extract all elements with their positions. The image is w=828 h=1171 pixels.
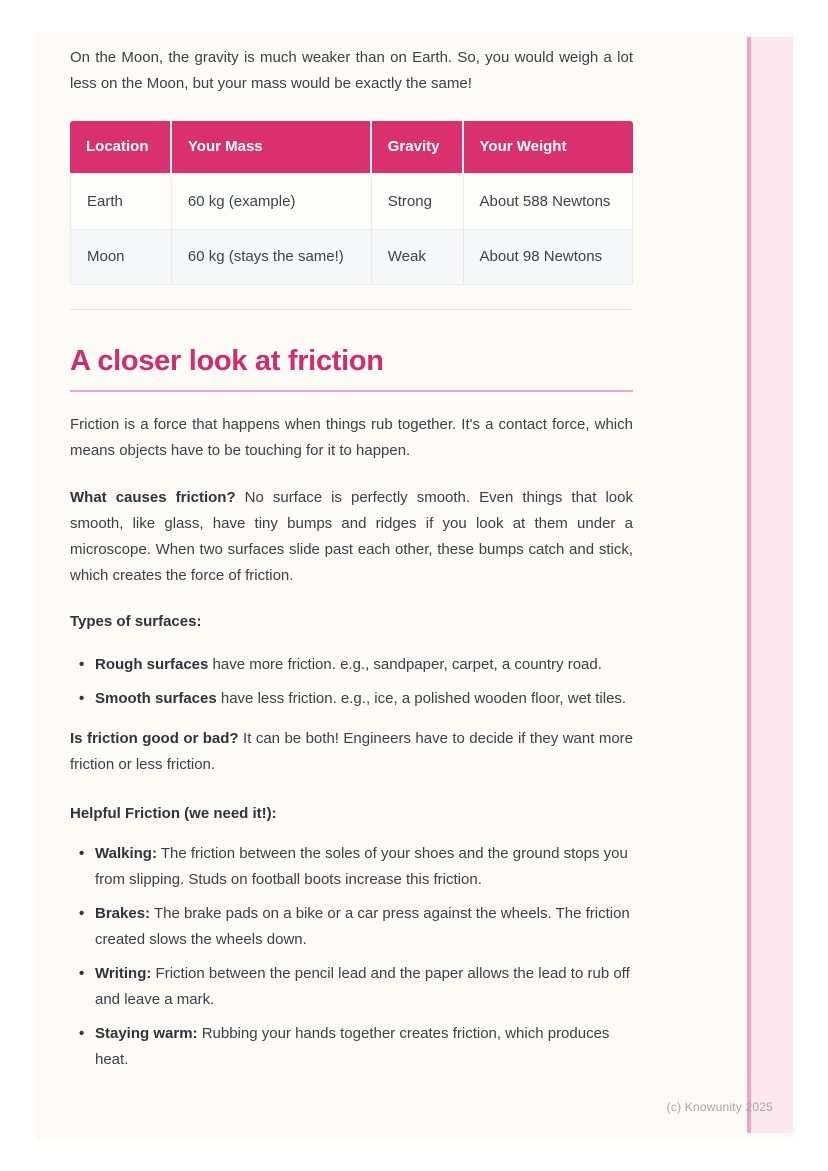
brakes-lead: Brakes: bbox=[95, 905, 151, 922]
writing-text: Friction between the pencil lead and the paper allows the lead to rub off and leave a mark. bbox=[95, 965, 630, 1008]
helpful-friction-list bbox=[70, 841, 633, 1073]
section-divider bbox=[70, 309, 633, 310]
walking-text: The friction between the soles of your shoes and the ground stops you from slipping. Studs on football boots increase this friction. bbox=[95, 845, 628, 888]
causes-lead: What causes friction? bbox=[70, 489, 236, 506]
brakes-text: The brake pads on a bike or a car press against the wheels. The friction created slows the wheels down. bbox=[95, 905, 630, 948]
surface-types-list bbox=[70, 652, 633, 712]
friction-intro-paragraph: Friction is a force that happens when things rub together. It's a contact force, which means objects have to be touching for it to happen. bbox=[70, 416, 633, 459]
list-item-brakes bbox=[70, 901, 633, 953]
section-heading: A closer look at friction bbox=[70, 343, 633, 392]
header-cell-location: Location bbox=[70, 121, 172, 175]
cell-earth-location: Earth bbox=[70, 175, 172, 230]
cell-moon-mass: 60 kg (stays the same!) bbox=[172, 230, 372, 285]
header-cell-mass: Your Mass bbox=[172, 121, 372, 175]
rough-text: have more friction. e.g., sandpaper, carpet, a country road. bbox=[208, 656, 602, 673]
header-cell-weight: Your Weight bbox=[464, 121, 633, 175]
cell-moon-weight: About 98 Newtons bbox=[464, 230, 633, 285]
cell-earth-gravity: Strong bbox=[372, 175, 464, 230]
table-header-row bbox=[70, 121, 633, 175]
helpful-heading: Helpful Friction (we need it!): bbox=[70, 805, 277, 822]
page-edge-stripe bbox=[747, 37, 793, 1133]
list-item-walking bbox=[70, 841, 633, 893]
good-or-bad-paragraph bbox=[70, 726, 633, 778]
document-page-card bbox=[36, 32, 793, 1139]
intro-paragraph: On the Moon, the gravity is much weaker than on Earth. So, you would weigh a lot less on the Moon, but your mass would be exactly the same! bbox=[70, 49, 633, 92]
causes-paragraph bbox=[70, 485, 633, 589]
list-item-writing bbox=[70, 961, 633, 1013]
list-item-rough bbox=[70, 652, 633, 678]
types-heading: Types of surfaces: bbox=[70, 613, 202, 630]
list-item-staying-warm bbox=[70, 1021, 633, 1073]
table-row-earth bbox=[70, 175, 633, 230]
table-row-moon bbox=[70, 230, 633, 285]
cell-earth-mass: 60 kg (example) bbox=[172, 175, 372, 230]
header-cell-gravity: Gravity bbox=[372, 121, 464, 175]
mass-weight-table-wrap bbox=[70, 121, 633, 285]
good-or-bad-text: It can be both! Engineers have to decide if they want more friction or less friction. bbox=[70, 730, 633, 773]
writing-lead: Writing: bbox=[95, 965, 152, 982]
staying-warm-text: Rubbing your hands together creates friction, which produces heat. bbox=[95, 1025, 610, 1068]
cell-moon-location: Moon bbox=[70, 230, 172, 285]
list-item-smooth bbox=[70, 686, 633, 712]
smooth-text: have less friction. e.g., ice, a polished wooden floor, wet tiles. bbox=[216, 690, 627, 707]
rough-lead: Rough surfaces bbox=[95, 656, 209, 673]
walking-lead: Walking: bbox=[95, 845, 157, 862]
staying-warm-lead: Staying warm: bbox=[95, 1025, 198, 1042]
cell-earth-weight: About 588 Newtons bbox=[464, 175, 633, 230]
causes-text: No surface is perfectly smooth. Even things that look smooth, like glass, have tiny bumps and ridges if you look at them under a microscope. When two surfaces slide past each other, these bumps catch and stick, which creates the force of friction. bbox=[70, 489, 633, 584]
smooth-lead: Smooth surfaces bbox=[95, 690, 217, 707]
document-content bbox=[70, 45, 633, 1081]
mass-weight-table bbox=[70, 121, 633, 285]
copyright-watermark: (c) Knowunity 2025 bbox=[666, 1100, 773, 1114]
good-or-bad-lead: Is friction good or bad? bbox=[70, 730, 239, 747]
cell-moon-gravity: Weak bbox=[372, 230, 464, 285]
